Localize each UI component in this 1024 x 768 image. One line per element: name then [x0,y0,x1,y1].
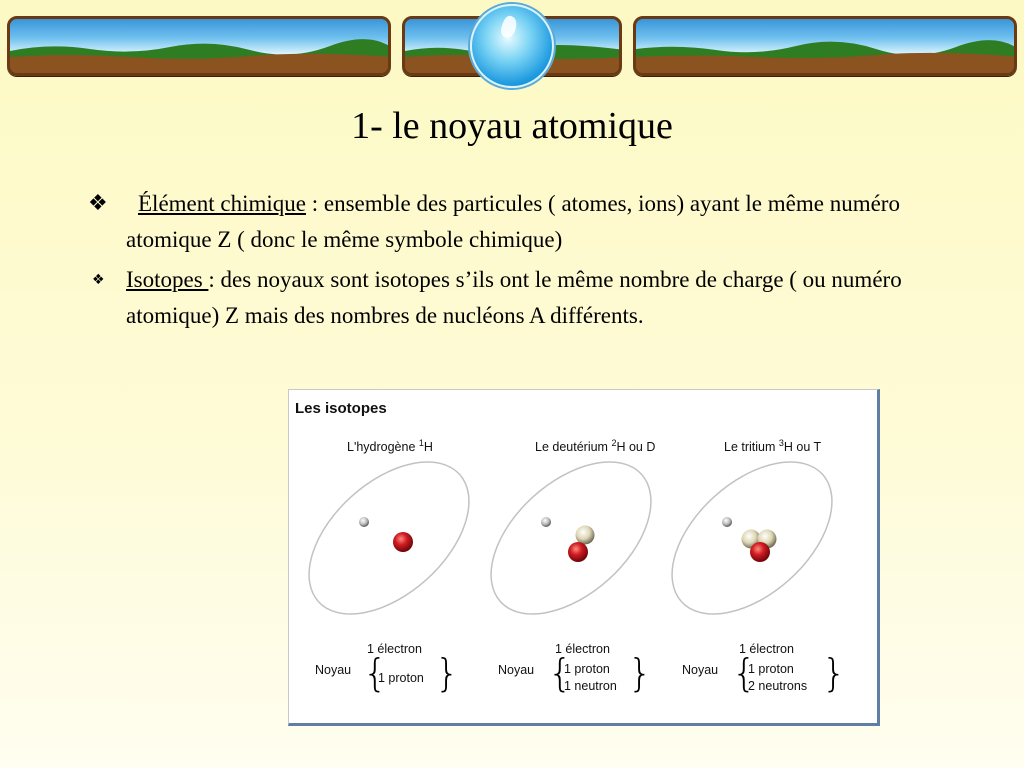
diamond-bullet-icon: ❖ [92,272,105,288]
brace-open: { [548,651,573,695]
header-banner-left [7,16,391,76]
electron [359,517,369,527]
isotope-label-deuterium: Le deutérium $^2$H ou D [535,438,656,455]
nucleus-line: 2 neutrons [748,679,808,693]
atom-deuterium [463,433,679,643]
atom-hydrogen [289,433,497,643]
brace-close: } [435,651,460,695]
orbit [289,433,497,643]
nucleus-line: 1 neutron [564,679,617,693]
electron [722,517,732,527]
brace-close: } [822,651,847,695]
noyau-label: Noyau [682,663,719,677]
neutron [576,526,595,545]
isotopes-figure [288,389,880,726]
definition-isotopes: : des noyaux sont isotopes s’ils ont le même nombre de charge ( ou numéro atomique) Z mais des nombres de nucléons A différents. [126,267,902,328]
hills-decoration [10,16,391,73]
bullet-element-chimique [88,186,948,258]
noyau-label: Noyau [498,663,535,677]
proton [750,542,770,562]
bullet-isotopes [88,262,948,334]
electron-count: 1 électron [739,642,794,656]
atom-tritium [644,433,860,643]
nucleus-line: 1 proton [748,662,794,676]
header-banner-right [633,16,1017,76]
nucleus-line: 1 proton [564,662,610,676]
nucleus-line: 1 proton [378,671,424,685]
electron [541,517,551,527]
definition-element-chimique: : ensemble des particules ( atomes, ions) ayant le même numéro atomique Z ( donc le même symbole chimique) [126,191,900,252]
electron-count: 1 électron [367,642,422,656]
hills-decoration [636,16,1017,73]
noyau-label: Noyau [315,663,352,677]
diamond-bullet-icon: ❖ [88,191,108,216]
proton [393,532,413,552]
term-element-chimique: Élément chimique [138,191,306,216]
brace-open: { [732,651,757,695]
bullet-list [88,186,948,334]
figure-title: Les isotopes [295,400,387,417]
brace-open: { [363,651,388,695]
term-isotopes: Isotopes [126,267,209,292]
isotope-label-hydrogen: L'hydrogène $^1$H [347,438,433,455]
brace-close: } [628,651,653,695]
orbit [463,433,679,643]
slide-title: 1- le noyau atomique [351,105,673,147]
proton [568,542,588,562]
electron-count: 1 électron [555,642,610,656]
globe-icon [470,4,554,88]
isotope-label-tritium: Le tritium $^3$H ou T [724,438,822,455]
